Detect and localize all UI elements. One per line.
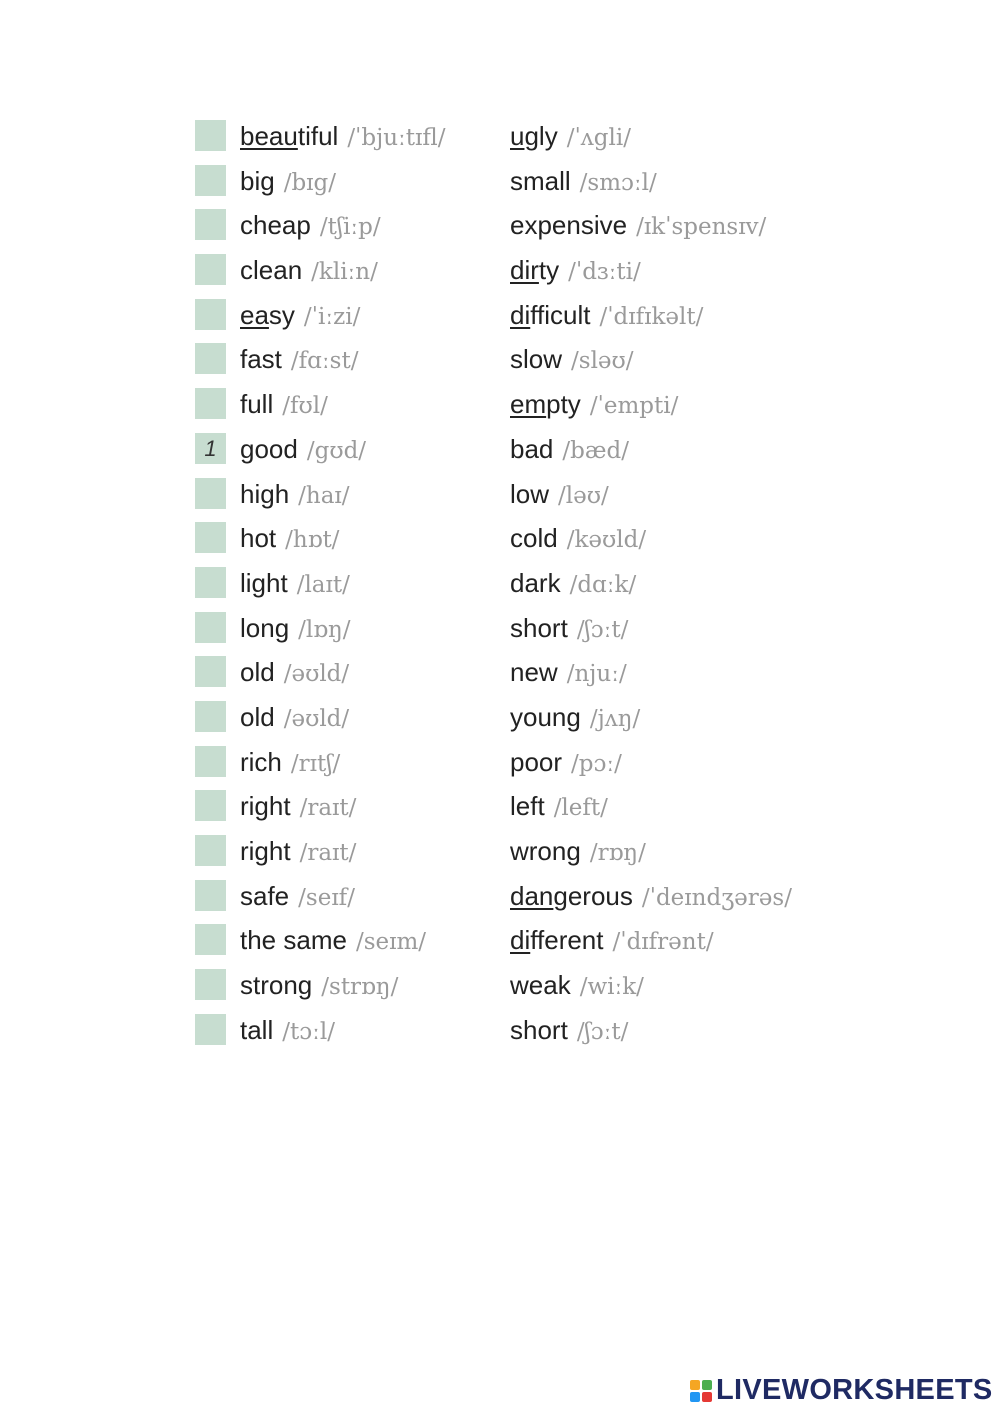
word-list xyxy=(195,115,895,1053)
phonetic-transcription: /dɑːk/ xyxy=(569,571,637,598)
phonetic-transcription: /ˈempti/ xyxy=(589,393,679,420)
word-pair-row xyxy=(195,115,895,160)
answer-box[interactable] xyxy=(195,165,226,196)
phonetic-transcription: /tʃiːp/ xyxy=(319,214,381,241)
word: new xyxy=(510,657,558,688)
adjective xyxy=(240,789,356,828)
word-pair-row xyxy=(195,517,895,562)
word-pair-row xyxy=(195,428,895,473)
opposite-adjective xyxy=(510,745,622,784)
word: right xyxy=(240,791,291,822)
word: dark xyxy=(510,567,561,598)
opposite-adjective xyxy=(510,342,634,381)
phonetic-transcription: /laɪt/ xyxy=(296,571,350,598)
word-pair-row xyxy=(195,785,895,830)
adjective xyxy=(240,298,360,337)
phonetic-transcription: /tɔːl/ xyxy=(282,1018,335,1045)
adjective xyxy=(240,1013,335,1052)
phonetic-transcription: /bæd/ xyxy=(562,437,629,464)
word: difficult xyxy=(510,299,591,330)
opposite-adjective xyxy=(510,387,678,426)
phonetic-transcription: /bɪg/ xyxy=(283,169,337,196)
opposite-adjective xyxy=(510,164,657,203)
adjective xyxy=(240,164,336,203)
phonetic-transcription: /jʌŋ/ xyxy=(589,705,641,732)
phonetic-transcription: /smɔːl/ xyxy=(579,169,657,196)
word: bad xyxy=(510,433,554,464)
word-pair-row xyxy=(195,204,895,249)
word: safe xyxy=(240,880,290,911)
word: the same xyxy=(240,925,347,956)
opposite-adjective xyxy=(510,119,631,158)
word: strong xyxy=(240,970,313,1001)
opposite-adjective xyxy=(510,566,636,605)
opposite-adjective xyxy=(510,253,641,292)
phonetic-transcription: /kəʊld/ xyxy=(566,527,647,554)
phonetic-transcription: /ʃɔːt/ xyxy=(576,1018,629,1045)
word-pair-row xyxy=(195,919,895,964)
phonetic-transcription: /ˈbjuːtɪfl/ xyxy=(347,125,446,151)
word: low xyxy=(510,478,550,509)
phonetic-transcription: /raɪt/ xyxy=(299,795,357,822)
answer-box[interactable] xyxy=(195,969,226,1000)
phonetic-transcription: /hɒt/ xyxy=(285,527,340,554)
word: fast xyxy=(240,344,282,375)
word: full xyxy=(240,389,274,420)
answer-box[interactable] xyxy=(195,612,226,643)
answer-box[interactable] xyxy=(195,1014,226,1045)
word-pair-row xyxy=(195,160,895,205)
phonetic-transcription: /ləʊ/ xyxy=(558,482,609,509)
logo-square xyxy=(702,1380,712,1390)
phonetic-transcription: /ˈdɜːti/ xyxy=(568,259,641,286)
adjective xyxy=(240,521,339,560)
phonetic-transcription: /ˈiːzi/ xyxy=(303,303,361,330)
phonetic-transcription: /gʊd/ xyxy=(306,437,367,464)
answer-box[interactable] xyxy=(195,120,226,151)
word: slow xyxy=(510,344,563,375)
word: wrong xyxy=(510,836,581,866)
phonetic-transcription: /rɪtʃ/ xyxy=(290,750,341,777)
phonetic-transcription: /pɔː/ xyxy=(571,750,622,777)
answer-box[interactable] xyxy=(195,388,226,419)
adjective xyxy=(240,834,356,873)
answer-box[interactable] xyxy=(195,835,226,866)
word: different xyxy=(510,925,604,956)
word: old xyxy=(240,657,275,688)
opposite-adjective xyxy=(510,208,766,247)
word: clean xyxy=(240,255,303,286)
phonetic-transcription: /ɪkˈspensɪv/ xyxy=(636,214,767,241)
answer-box[interactable] xyxy=(195,701,226,732)
adjective xyxy=(240,342,358,381)
answer-box[interactable] xyxy=(195,522,226,553)
word-pair-row xyxy=(195,1009,895,1054)
phonetic-transcription: /fɑːst/ xyxy=(290,348,359,375)
word: rich xyxy=(240,746,282,777)
word: small xyxy=(510,165,571,196)
adjective xyxy=(240,700,349,739)
phonetic-transcription: /seɪm/ xyxy=(355,929,427,956)
answer-box[interactable] xyxy=(195,567,226,598)
word-pair-row xyxy=(195,249,895,294)
adjective xyxy=(240,208,381,247)
adjective xyxy=(240,923,426,962)
word: beautiful xyxy=(240,121,339,151)
phonetic-transcription: /seɪf/ xyxy=(298,884,355,911)
word-pair-row xyxy=(195,830,895,875)
adjective xyxy=(240,566,350,605)
opposite-adjective xyxy=(510,477,609,516)
word: short xyxy=(510,612,568,643)
word-pair-row xyxy=(195,338,895,383)
word-pair-row xyxy=(195,651,895,696)
opposite-adjective xyxy=(510,879,792,918)
phonetic-transcription: /ˈdɪfɪkəlt/ xyxy=(599,303,704,330)
word: young xyxy=(510,701,581,732)
word: short xyxy=(510,1014,568,1045)
phonetic-transcription: /fʊl/ xyxy=(282,393,328,420)
word: long xyxy=(240,612,290,643)
word: big xyxy=(240,165,275,196)
adjective xyxy=(240,432,366,471)
opposite-adjective xyxy=(510,1013,628,1052)
opposite-adjective xyxy=(510,655,627,694)
word: ugly xyxy=(510,121,558,151)
word: easy xyxy=(240,299,295,330)
opposite-adjective xyxy=(510,923,714,962)
answer-box[interactable] xyxy=(195,254,226,285)
phonetic-transcription: /ˈʌgli/ xyxy=(566,125,631,151)
adjective xyxy=(240,745,340,784)
answer-box[interactable]: 1 xyxy=(195,433,226,464)
word: left xyxy=(510,791,545,822)
word: light xyxy=(240,567,288,598)
answer-box[interactable] xyxy=(195,656,226,687)
word: expensive xyxy=(510,210,628,241)
phonetic-transcription: /left/ xyxy=(553,795,608,822)
phonetic-transcription: /ˈdɪfrənt/ xyxy=(612,929,714,956)
phonetic-transcription: /njuː/ xyxy=(566,661,627,688)
answer-box[interactable] xyxy=(195,746,226,777)
phonetic-transcription: /haɪ/ xyxy=(298,482,350,509)
logo-square xyxy=(702,1392,712,1402)
word: dangerous xyxy=(510,880,633,911)
word: hot xyxy=(240,523,277,554)
word: cheap xyxy=(240,210,311,241)
answer-box[interactable] xyxy=(195,343,226,374)
answer-box[interactable] xyxy=(195,924,226,955)
opposite-adjective xyxy=(510,521,646,560)
opposite-adjective xyxy=(510,968,644,1007)
phonetic-transcription: /strɒŋ/ xyxy=(321,974,399,1001)
word-pair-row xyxy=(195,696,895,741)
answer-box[interactable] xyxy=(195,790,226,821)
phonetic-transcription: /rɒŋ/ xyxy=(589,840,646,866)
word-pair-row xyxy=(195,741,895,786)
adjective xyxy=(240,611,351,650)
phonetic-transcription: /ˈdeɪndʒərəs/ xyxy=(641,884,792,911)
word: empty xyxy=(510,389,581,420)
answer-box[interactable] xyxy=(195,299,226,330)
word-pair-row xyxy=(195,473,895,518)
word: dirty xyxy=(510,255,560,286)
phonetic-transcription: /sləʊ/ xyxy=(571,348,634,375)
opposite-adjective xyxy=(510,611,628,650)
liveworksheets-logo-icon xyxy=(690,1380,712,1402)
phonetic-transcription: /ʃɔːt/ xyxy=(576,616,629,643)
word: poor xyxy=(510,746,563,777)
opposite-adjective xyxy=(510,432,629,471)
phonetic-transcription: /raɪt/ xyxy=(299,840,357,866)
opposite-adjective xyxy=(510,700,640,739)
adjective xyxy=(240,119,446,158)
word: cold xyxy=(510,523,558,554)
word: old xyxy=(240,701,275,732)
logo-square xyxy=(690,1392,700,1402)
answer-box[interactable] xyxy=(195,880,226,911)
word-pair-row xyxy=(195,294,895,339)
word: good xyxy=(240,433,298,464)
phonetic-transcription: /əʊld/ xyxy=(283,661,350,688)
phonetic-transcription: /əʊld/ xyxy=(283,705,350,732)
word-pair-row xyxy=(195,964,895,1009)
word: high xyxy=(240,478,290,509)
phonetic-transcription: /kliːn/ xyxy=(311,259,378,286)
word-pair-row xyxy=(195,562,895,607)
answer-box[interactable] xyxy=(195,209,226,240)
word-pair-row xyxy=(195,607,895,652)
word: weak xyxy=(510,970,571,1001)
opposite-adjective xyxy=(510,298,703,337)
word: right xyxy=(240,836,291,866)
adjective xyxy=(240,477,350,516)
answer-box[interactable] xyxy=(195,478,226,509)
phonetic-transcription: /wiːk/ xyxy=(579,974,644,1001)
opposite-adjective xyxy=(510,834,646,873)
adjective xyxy=(240,253,378,292)
adjective xyxy=(240,879,355,918)
adjective xyxy=(240,655,349,694)
phonetic-transcription: /lɒŋ/ xyxy=(298,616,351,643)
adjective xyxy=(240,387,328,426)
word: tall xyxy=(240,1014,274,1045)
word-pair-row xyxy=(195,875,895,920)
brand-name: LIVEWORKSHEETS xyxy=(716,1374,993,1406)
adjective xyxy=(240,968,398,1007)
opposite-adjective xyxy=(510,789,608,828)
logo-square xyxy=(690,1380,700,1390)
word-pair-row xyxy=(195,383,895,428)
brand-footer xyxy=(690,1374,993,1407)
